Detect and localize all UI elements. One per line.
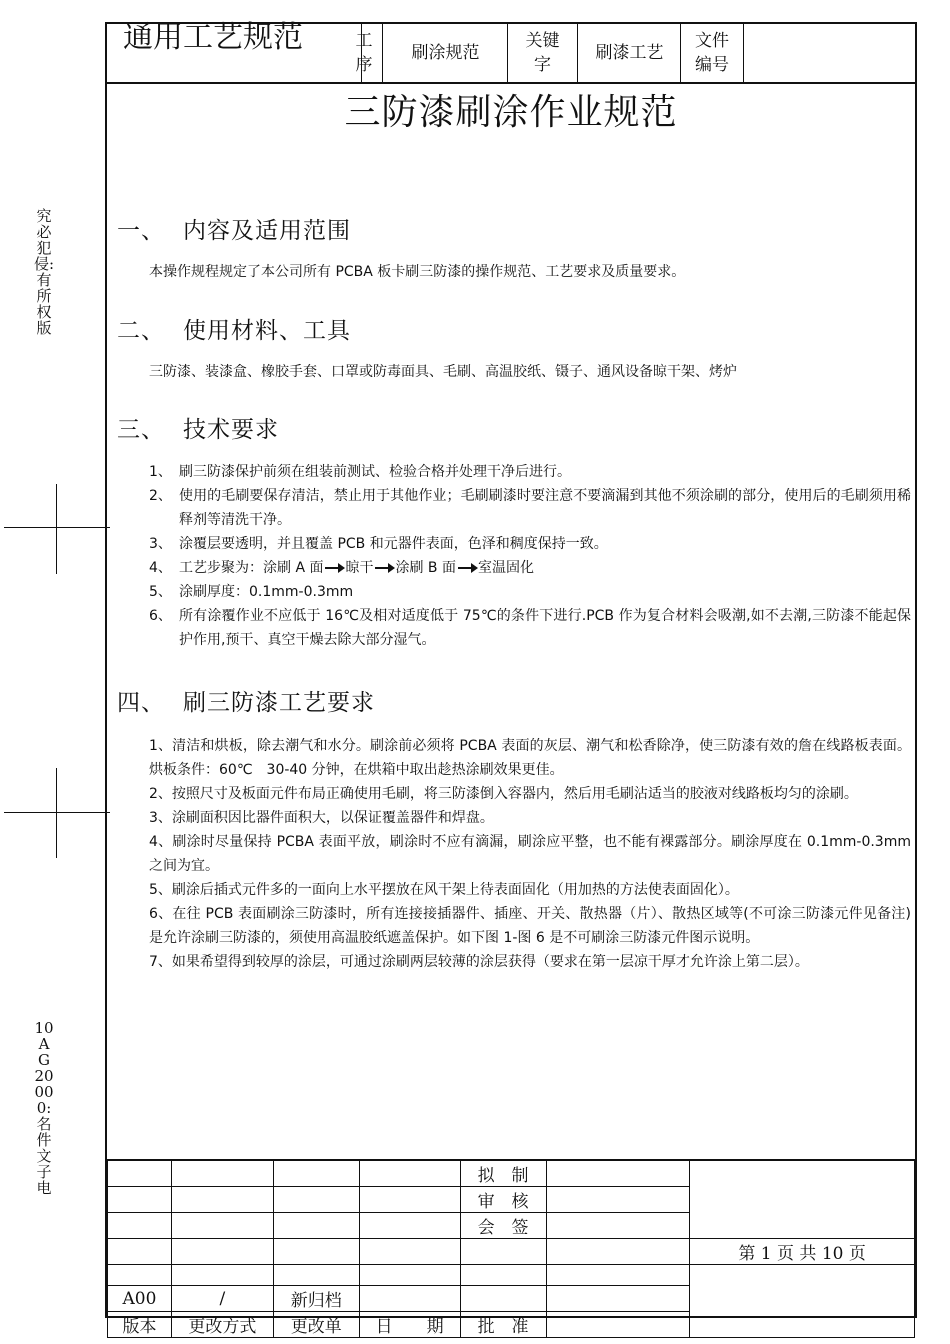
table-row (108, 1239, 915, 1265)
draft-label: 拟 制 (460, 1160, 546, 1187)
item-text: 涂刷厚度：0.1mm-0.3mm (179, 584, 354, 600)
document-title: 三防漆刷涂作业规范 (344, 92, 678, 133)
method-value: / (171, 1286, 273, 1312)
header-doc-no-label: 文件编号 (681, 24, 744, 82)
crop-mark-horizontal-2 (4, 812, 110, 813)
table-row (108, 1265, 915, 1286)
section-3-heading (117, 411, 279, 444)
list-item: 6、在往 PCB 表面刷涂三防漆时，所有连接接插器件、插座、开关、散热器（片）、散热区域等(不可涂三防漆元件见备注)是允许涂刷三防漆的，须使用高温胶纸遮盖保护。如下图 1-图 6 是不可刷涂三防漆元件图示说明。 (149, 906, 911, 946)
section-3-list (149, 460, 911, 652)
section-1-title: 内容及适用范围 (183, 218, 351, 244)
section-4-title: 刷三防漆工艺要求 (183, 690, 375, 716)
section-2-heading (117, 312, 351, 345)
section-1-body: 本操作规程规定了本公司所有 PCBA 板卡刷三防漆的操作规范、工艺要求及质量要求。 (149, 264, 686, 280)
header-keyword-value: 刷漆工艺 (579, 24, 681, 82)
item-number: 5、 (149, 584, 172, 600)
version-value: A00 (108, 1286, 172, 1312)
item-number: 6、 (149, 608, 172, 624)
step-2: 晾干 (345, 560, 374, 576)
countersign-value (546, 1213, 690, 1239)
list-item: 7、如果希望得到较厚的涂层，可通过涂刷两层较薄的涂层获得（要求在第一层凉干厚才允许涂上第二层）。 (149, 954, 809, 970)
list-item (149, 484, 911, 532)
col-order: 更改单 (273, 1312, 359, 1338)
list-item: 5、刷涂后插式元件多的一面向上水平摆放在风干架上待表面固化（用加热的方法使表面固化）。 (149, 882, 739, 898)
item-text: 刷三防漆保护前须在组装前测试、检验合格并处理干净后进行。 (179, 464, 571, 480)
section-1-number: 一、 (117, 218, 165, 244)
col-method: 更改方式 (171, 1312, 273, 1338)
list-item: 1、清洁和烘板，除去潮气和水分。刷涂前必须将 PCBA 表面的灰层、潮气和松香除净，使三防漆有效的詹在线路板表面。烘板条件：60℃ 30-40 分钟，在烘箱中取出趁热涂刷效果更佳。 (149, 738, 911, 778)
col-version: 版本 (108, 1312, 172, 1338)
col-date: 日 期 (359, 1312, 460, 1338)
crop-mark-vertical-2 (56, 768, 57, 858)
section-3-number: 三、 (117, 417, 165, 443)
list-item-process-steps (149, 556, 911, 580)
arrow-right-icon (458, 567, 476, 569)
page-info: 第 1 页 共 10 页 (690, 1239, 915, 1265)
list-item (149, 580, 911, 604)
list-item (149, 604, 911, 652)
step-3: 涂刷 B 面 (395, 560, 456, 576)
section-1-heading (117, 212, 351, 245)
list-item: 4、刷涂时尽量保持 PCBA 表面平放，刷涂时不应有滴漏，刷涂应平整，也不能有裸露部分。刷涂厚度在 0.1mm-0.3mm 之间为宜。 (149, 834, 911, 874)
item-number: 3、 (149, 536, 172, 552)
copyright-vertical-text: 究必犯侵:有所权版 (34, 207, 55, 337)
arrow-right-icon (375, 567, 393, 569)
header-process-label: 工序 (346, 24, 383, 82)
section-4-list (149, 734, 911, 974)
list-item: 3、涂刷面积因比器件面积大，以保证覆盖器件和焊盘。 (149, 810, 494, 826)
header-doc-no-value (745, 24, 915, 82)
header-bar (107, 20, 915, 84)
step-1: 工艺步聚为：涂刷 A 面 (179, 560, 324, 576)
step-4: 室温固化 (478, 560, 534, 576)
section-2-title: 使用材料、工具 (183, 318, 351, 344)
revision-table (107, 1159, 915, 1338)
header-process-value: 刷涂规范 (384, 24, 508, 82)
item-number: 2、 (149, 488, 172, 504)
arrow-right-icon (325, 567, 343, 569)
draft-value (546, 1160, 690, 1187)
item-text: 涂覆层要透明，并且覆盖 PCB 和元器件表面，色泽和稠度保持一致。 (179, 536, 608, 552)
item-number: 1、 (149, 464, 172, 480)
order-value: 新归档 (273, 1286, 359, 1312)
table-row (108, 1160, 915, 1187)
section-2-number: 二、 (117, 318, 165, 344)
header-keyword-label: 关键字 (508, 24, 578, 82)
review-value (546, 1187, 690, 1213)
section-4-number: 四、 (117, 690, 165, 716)
countersign-label: 会 签 (460, 1213, 546, 1239)
crop-mark-horizontal-1 (4, 527, 110, 528)
crop-mark-vertical-1 (56, 484, 57, 574)
section-3-title: 技术要求 (183, 417, 279, 443)
item-number: 4、 (149, 560, 172, 576)
header-title: 通用工艺规范 (107, 24, 362, 84)
list-item (149, 460, 911, 484)
section-2-body: 三防漆、装漆盒、橡胶手套、口罩或防毒面具、毛刷、高温胶纸、镊子、通风设备晾干架、烤炉 (149, 364, 737, 380)
section-4-heading (117, 684, 375, 717)
col-approve: 批 准 (460, 1312, 546, 1338)
item-text: 使用的毛刷要保存清洁，禁止用于其他作业；毛刷刷漆时要注意不要滴漏到其他不须涂刷的部分，使用后的毛刷须用稀释剂等清洗干净。 (179, 488, 911, 528)
list-item (149, 532, 911, 556)
document-frame (105, 20, 917, 1337)
list-item: 2、按照尺寸及板面元件布局正确使用毛刷，将三防漆倒入容器内，然后用毛刷沾适当的胶液对线路板均匀的涂刷。 (149, 786, 858, 802)
item-text: 所有涂覆作业不应低于 16℃及相对适度低于 75℃的条件下进行.PCB 作为复合材料会吸潮,如不去潮,三防漆不能起保护作用,预干、真空干燥去除大部分湿气。 (179, 608, 911, 648)
filename-vertical-text: 10AG20000:名件文子电 (34, 1019, 54, 1197)
review-label: 审 核 (460, 1187, 546, 1213)
